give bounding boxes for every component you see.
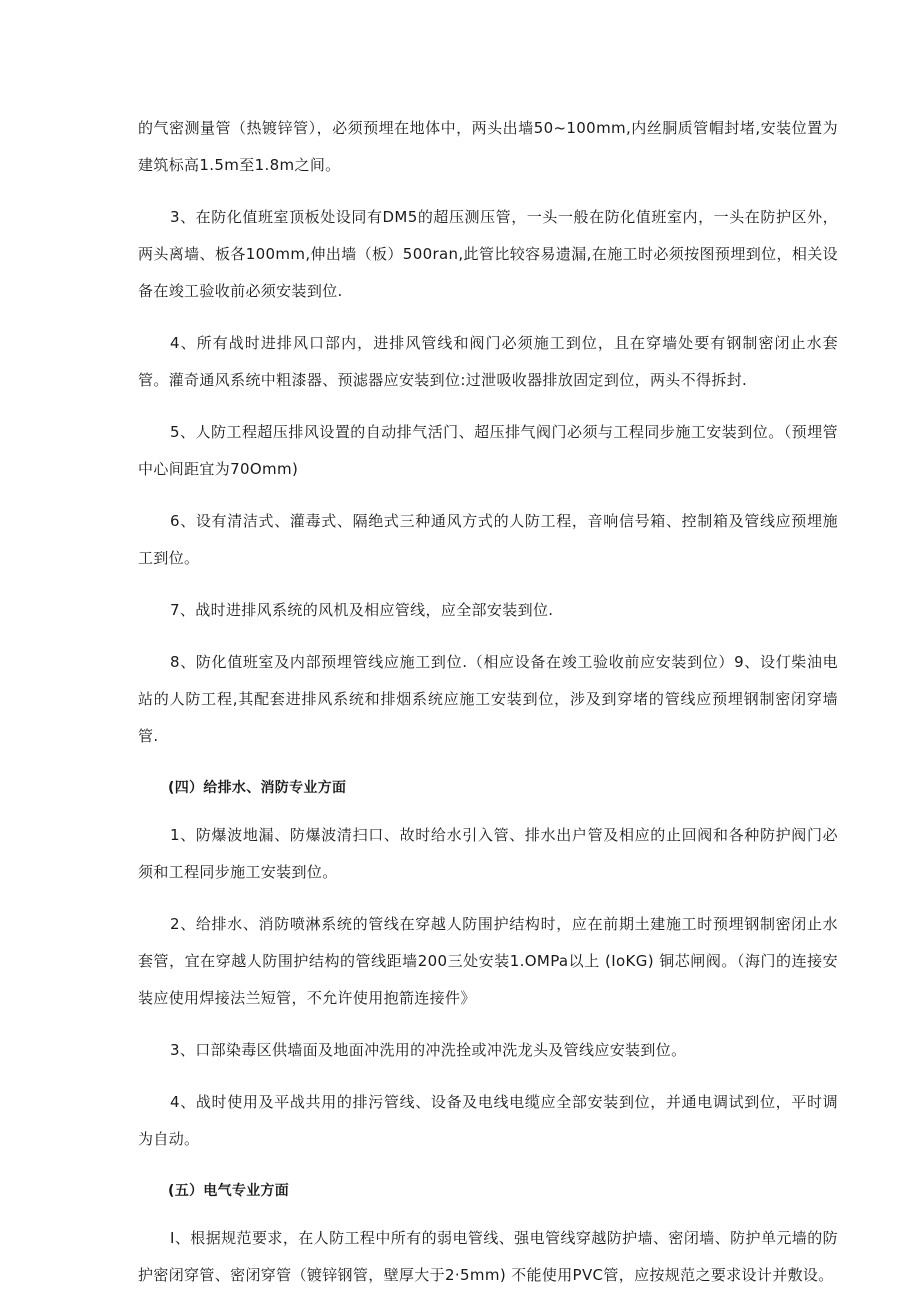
paragraph-item-5: 5、人防工程超压排风设置的自动排气活门、超压排气阀门必须与工程同步施工安装到位。（预埋管中心间距宜为70Omm) xyxy=(138,423,838,478)
paragraph-item-3: 3、在防化值班室顶板处设同有DM5的超压测压管，一头一般在防化值班室内，一头在防护区外，两头离墙、板各100mm,伸出墙（板）500ran,此管比较容易遗漏,在施工时必须按图预埋到位，相关设备在竣工验收前必须安装到位. xyxy=(138,208,838,300)
water-paragraph-item-3: 3、口部染毒区供墙面及地面冲洗用的冲洗拴或冲洗龙头及管线应安装到位。 xyxy=(170,1041,687,1059)
water-paragraph-item-4: 4、战时使用及平战共用的排污管线、设备及电线电缆应全部安装到位，并通电调试到位，平时调为自动。 xyxy=(138,1093,838,1148)
paragraph-item-7: 7、战时进排风系统的风机及相应管线，应全部安装到位. xyxy=(170,601,554,619)
section-heading-electrical: (五）电气专业方面 xyxy=(168,1183,290,1199)
paragraph-item-8: 8、防化值班室及内部预埋管线应施工到位.（相应设备在竣工验收前应安装到位）9、设仃柴油电站的人防工程,其配套进排风系统和排烟系统应施工安装到位，涉及到穿堵的管线应预埋钢制密闭穿墙管. xyxy=(138,653,838,745)
water-paragraph-item-1: 1、防爆波地漏、防爆波清扫口、故时给水引入管、排水出户管及相应的止回阀和各种防护阀门必须和工程同步施工安装到位。 xyxy=(138,826,838,881)
document-page xyxy=(138,110,838,1309)
paragraph-item-4: 4、所有战时进排风口部内，进排风管线和阀门必须施工到位，且在穿墙处要有钢制密闭止水套管。灌奇通风系统中粗漆器、预滤器应安装到位:过泄吸收器排放固定到位，两头不得拆封. xyxy=(138,334,838,389)
water-paragraph-item-2: 2、给排水、消防喷淋系统的管线在穿越人防围护结构时，应在前期土建施工时预埋钢制密闭止水套管，宜在穿越人防围护结构的管线距墙200三处安装1.OMPa以上 (IoKG) 铜芯闸阀。（海门的连接安装应使用焊接法兰短管，不允许使用抱箭连接件》 xyxy=(138,915,838,1007)
paragraph-item-6: 6、设有清洁式、灌毒式、隔绝式三种通风方式的人防工程，音响信号箱、控制箱及管线应预埋施工到位。 xyxy=(138,512,838,567)
paragraph-air-tight-pipe: 的气密测量管（热镀锌管），必须预埋在地体中，两头出墙50~100mm,内丝胴质管帽封堵,安装位置为建筑标高1.5m至1.8m之间。 xyxy=(138,119,838,174)
section-heading-water-fire: (四）给排水、消防专业方面 xyxy=(168,780,347,796)
electrical-paragraph-item-1: I、根据规范要求，在人防工程中所有的弱电管线、强电管线穿越防护墙、密闭墙、防护单元墙的防护密闭穿管、密闭穿管（镀锌钢管，壁厚大于2·5mm) 不能使用PVC管，应按规范之要求设计并敷设。 xyxy=(138,1229,838,1284)
